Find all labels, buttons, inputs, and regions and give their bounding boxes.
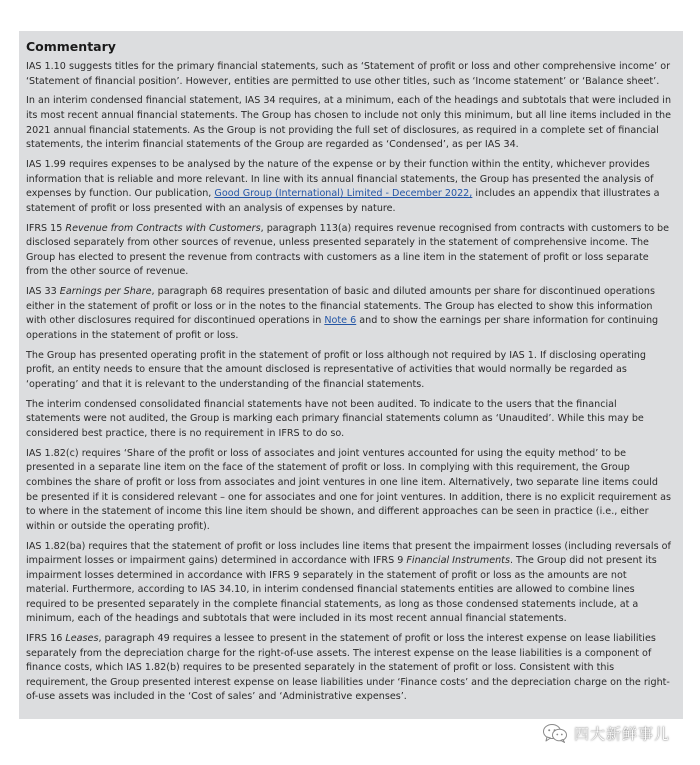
paragraph-ias-1-82c: IAS 1.82(c) requires ‘Share of the profit or loss of associates and joint ventures accounted for using the equity method’ to be presented in a separate line item on the face of the statement of profit or loss. In complying with this requirement, the Group combines the share of profit or loss from associates and joint ventures in one line item. Alternatively, two separate line items could be presented if it is considered relevant – one for associates and one for joint ventures. In addition, there is no explicit requirement as to where in the statement of income this line item should be shown, and different approaches can be seen in practice (i.e., either within or outside the operating profit). — [26, 447, 671, 532]
paragraph-ias-1-10: IAS 1.10 suggests titles for the primary financial statements, such as ‘Statement of profit or loss and other comprehensive income’ or ‘Statement of financial position’. However, entities are permitted to use other titles, such as ‘Income statement’ or ‘Balance sheet’. — [26, 61, 671, 87]
standard-title: Revenue from Contracts with Customers — [65, 222, 261, 234]
commentary-box — [19, 31, 683, 719]
paragraph-text: and to show the earnings per share information for continuing operations in the statement of profit or loss. — [26, 315, 659, 341]
paragraph-text: IAS 33 — [26, 286, 60, 298]
paragraph-text: IAS 1.82(ba) requires that the statement of profit or loss includes line items that present the impairment losses (including reversals of impairment losses or impairment gains) determined in accordance with IFRS 9 — [26, 540, 671, 567]
paragraph-ias-33 — [26, 285, 672, 343]
paragraph-ias-1-82ba — [26, 540, 672, 627]
paragraph-text: , paragraph 68 requires presentation of basic and diluted amounts per share for discontinued operations either in the statement of profit or loss or in the notes to the financial statements. The Group has elected to show this information with other disclosures required for discontinued operations in — [26, 286, 656, 327]
watermark-text: 四大新鲜事儿 — [574, 724, 671, 743]
commentary-title: Commentary — [26, 39, 116, 54]
standard-title: Leases — [65, 633, 99, 645]
paragraph-text: , paragraph 49 requires a lessee to present in the statement of profit or loss the interest expense on lease liabilities separately from the depreciation charge for the right-of-use assets. The interest expense on the lease liabilities is a component of finance costs, which IAS 1.82(b) requires to be presented separately in the statement of profit or loss. Consistent with this requirement, the Group presented interest expense on lease liabilities under ‘Finance costs’ and the depreciation charge on the right-of-use assets was included in the ‘Cost of sales’ and ‘Administrative expenses’. — [26, 633, 670, 703]
standard-title: Financial Instruments — [406, 555, 510, 567]
paragraph-ifrs-16 — [26, 632, 672, 705]
note-6-link[interactable]: Note 6 — [324, 315, 357, 327]
paragraph-text: , paragraph 113(a) requires revenue recognised from contracts with customers to be disclosed separately from other sources of revenue, unless presented separately in the statement of comprehensive income. The Group has elected to present the revenue from contracts with customers as a line item in the statement of profit or loss separate from the other source of revenue. — [26, 222, 670, 278]
paragraph-text: IAS 1.99 requires expenses to be analysed by the nature of the expense or by their function within the entity, whichever provides information that is reliable and more relevant. In line with its annual financial statements, the Group has presented the analysis of expenses by function. Our publication, — [26, 159, 654, 200]
paragraph-text: IFRS 15 — [26, 222, 66, 234]
paragraph-ias-1-99 — [26, 158, 672, 216]
good-group-publication-link[interactable]: Good Group (International) Limited - December 2022, — [214, 188, 473, 200]
paragraph-ias-34: In an interim condensed financial statement, IAS 34 requires, at a minimum, each of the headings and subtotals that were included in its most recent annual financial statements. The Group has chosen to include not only this minimum, but all line items included in the 2021 annual financial statements. As the Group is not providing the full set of disclosures, as required in a complete set of financial statements, the interim financial statements of the Group are regarded as ‘Condensed’, as per IAS 34. — [26, 95, 672, 151]
paragraph-text: includes an appendix that illustrates a statement of profit or loss presented with an analysis of expenses by nature. — [26, 188, 660, 214]
paragraph-text: . The Group did not present its impairment losses determined in accordance with IFRS 9 separately in the statement of profit or loss as the amounts are not material. Furthermore, according to IAS 34.10, in interim condensed financial statements entities are allowed to combine lines required to be presented separately in the complete financial statements, as long as those condensed statements include, at a minimum, each of the headings and subtotals that were included in its most recent annual financial statements. — [26, 555, 657, 625]
watermark — [542, 722, 670, 744]
standard-title: Earnings per Share — [59, 286, 152, 298]
paragraph-unaudited: The interim condensed consolidated financial statements have not been audited. To indicate to the users that the financial statements were not audited, the Group is marking each primary financial statements column as ‘Unaudited’. While this may be considered best practice, there is no requirement in IFRS to do so. — [26, 398, 644, 439]
paragraph-text: IFRS 16 — [26, 633, 66, 645]
paragraph-operating-profit: The Group has presented operating profit in the statement of profit or loss although not required by IAS 1. If disclosing operating profit, an entity needs to ensure that the amount disclosed is representative of activities that would normally be regarded as ‘operating’ and that it is relevant to the understanding of the financial statements. — [26, 349, 646, 390]
paragraph-ifrs-15 — [26, 222, 672, 280]
wechat-icon — [542, 723, 568, 743]
